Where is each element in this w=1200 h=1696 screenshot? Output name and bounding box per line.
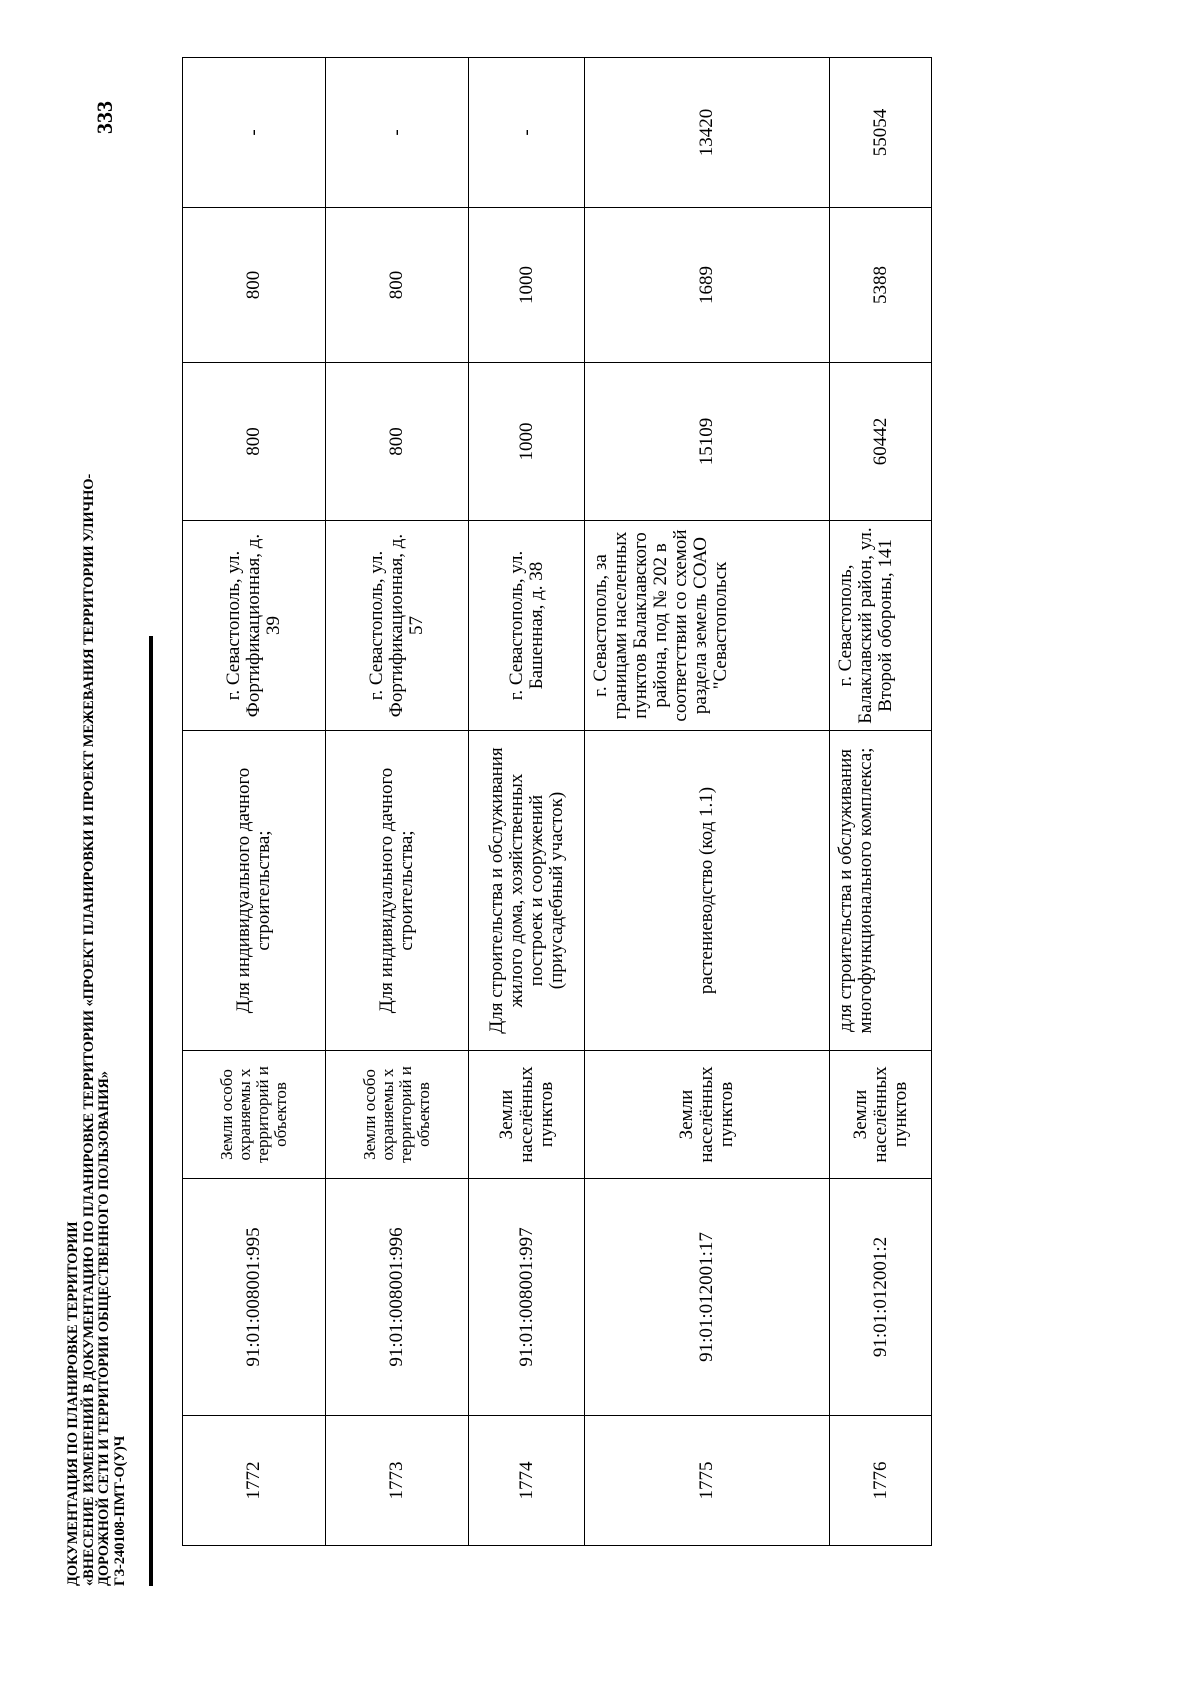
- row-number: 1775: [585, 1416, 830, 1546]
- header-line-3: ДОРОЖНОЙ СЕТИ И ТЕРРИТОРИИ ОБЩЕСТВЕННОГО ПОЛЬЗОВАНИЯ»: [96, 1071, 112, 1586]
- cadastral-number: 91:01:012001:2: [830, 1179, 932, 1416]
- address: г. Севастополь, Балаклавский район, ул. Второй обороны, 141: [830, 521, 932, 731]
- permitted-use: растениеводство (код 1.1): [585, 731, 830, 1051]
- row-number: 1773: [326, 1416, 469, 1546]
- permitted-use: Для индивидуального дачного строительства;: [326, 731, 469, 1051]
- row-number: 1774: [469, 1416, 585, 1546]
- area-calculated: 1689: [585, 208, 830, 363]
- area-documented: 60442: [830, 363, 932, 521]
- area-difference: 13420: [585, 58, 830, 208]
- header-line-1: ДОКУМЕНТАЦИЯ ПО ПЛАНИРОВКЕ ТЕРРИТОРИИ: [65, 1221, 81, 1586]
- area-documented: 1000: [469, 363, 585, 521]
- page-number: 333: [92, 101, 117, 134]
- area-calculated: 800: [326, 208, 469, 363]
- table-row: [830, 58, 932, 1546]
- header-line-4: ГЗ-240108-ПМТ-О(У)Ч: [111, 1435, 128, 1586]
- area-documented: 800: [183, 363, 326, 521]
- area-documented: 800: [326, 363, 469, 521]
- header-line-2: «ВНЕСЕНИЕ ИЗМЕНЕНИЙ В ДОКУМЕНТАЦИЮ ПО ПЛАНИРОВКЕ ТЕРРИТОРИИ «ПРОЕКТ ПЛАНИРОВКИ И ПРОЕКТ МЕЖЕВАНИЯ ТЕРРИТОРИИ УЛИЧНО-: [80, 473, 97, 1586]
- address: г. Севастополь, ул. Башенная, д. 38: [469, 521, 585, 731]
- area-calculated: 1000: [469, 208, 585, 363]
- land-category: Земли населённых пунктов: [585, 1051, 830, 1179]
- land-category: Земли особо охраняемы х территорий и объектов: [183, 1051, 326, 1179]
- land-category: Земли населённых пунктов: [830, 1051, 932, 1179]
- area-documented: 15109: [585, 363, 830, 521]
- permitted-use: для строительства и обслуживания многофункционального комплекса;: [830, 731, 932, 1051]
- row-number: 1776: [830, 1416, 932, 1546]
- land-category: Земли населённых пунктов: [469, 1051, 585, 1179]
- permitted-use: Для индивидуального дачного строительства;: [183, 731, 326, 1051]
- cadastral-number: 91:01:008001:996: [326, 1179, 469, 1416]
- area-difference: 55054: [830, 58, 932, 208]
- document-header: [66, 86, 128, 1586]
- table-row: [183, 58, 326, 1546]
- header-divider: [149, 636, 153, 1586]
- area-difference: -: [326, 58, 469, 208]
- area-difference: -: [183, 58, 326, 208]
- row-number: 1772: [183, 1416, 326, 1546]
- table-row: [585, 58, 830, 1546]
- address: г. Севастополь, ул. Фортификационная, д. 39: [183, 521, 326, 731]
- address: г. Севастополь, ул. Фортификационная, д. 57: [326, 521, 469, 731]
- land-category: Земли особо охраняемы х территорий и объектов: [326, 1051, 469, 1179]
- cadastral-number: 91:01:008001:995: [183, 1179, 326, 1416]
- cadastral-number: 91:01:008001:997: [469, 1179, 585, 1416]
- area-calculated: 5388: [830, 208, 932, 363]
- land-plots-table: [182, 57, 932, 1546]
- area-calculated: 800: [183, 208, 326, 363]
- table-row: [469, 58, 585, 1546]
- table-row: [326, 58, 469, 1546]
- address: г. Севастополь, за границами населенных пунктов Балаклавского района, под № 202 в соответствии со схемой раздела земель СОАО "Севастопольск: [585, 521, 830, 731]
- permitted-use: Для строительства и обслуживания жилого дома, хозяйственных построек и сооружений (приусадебный участок): [469, 731, 585, 1051]
- cadastral-number: 91:01:012001:17: [585, 1179, 830, 1416]
- area-difference: -: [469, 58, 585, 208]
